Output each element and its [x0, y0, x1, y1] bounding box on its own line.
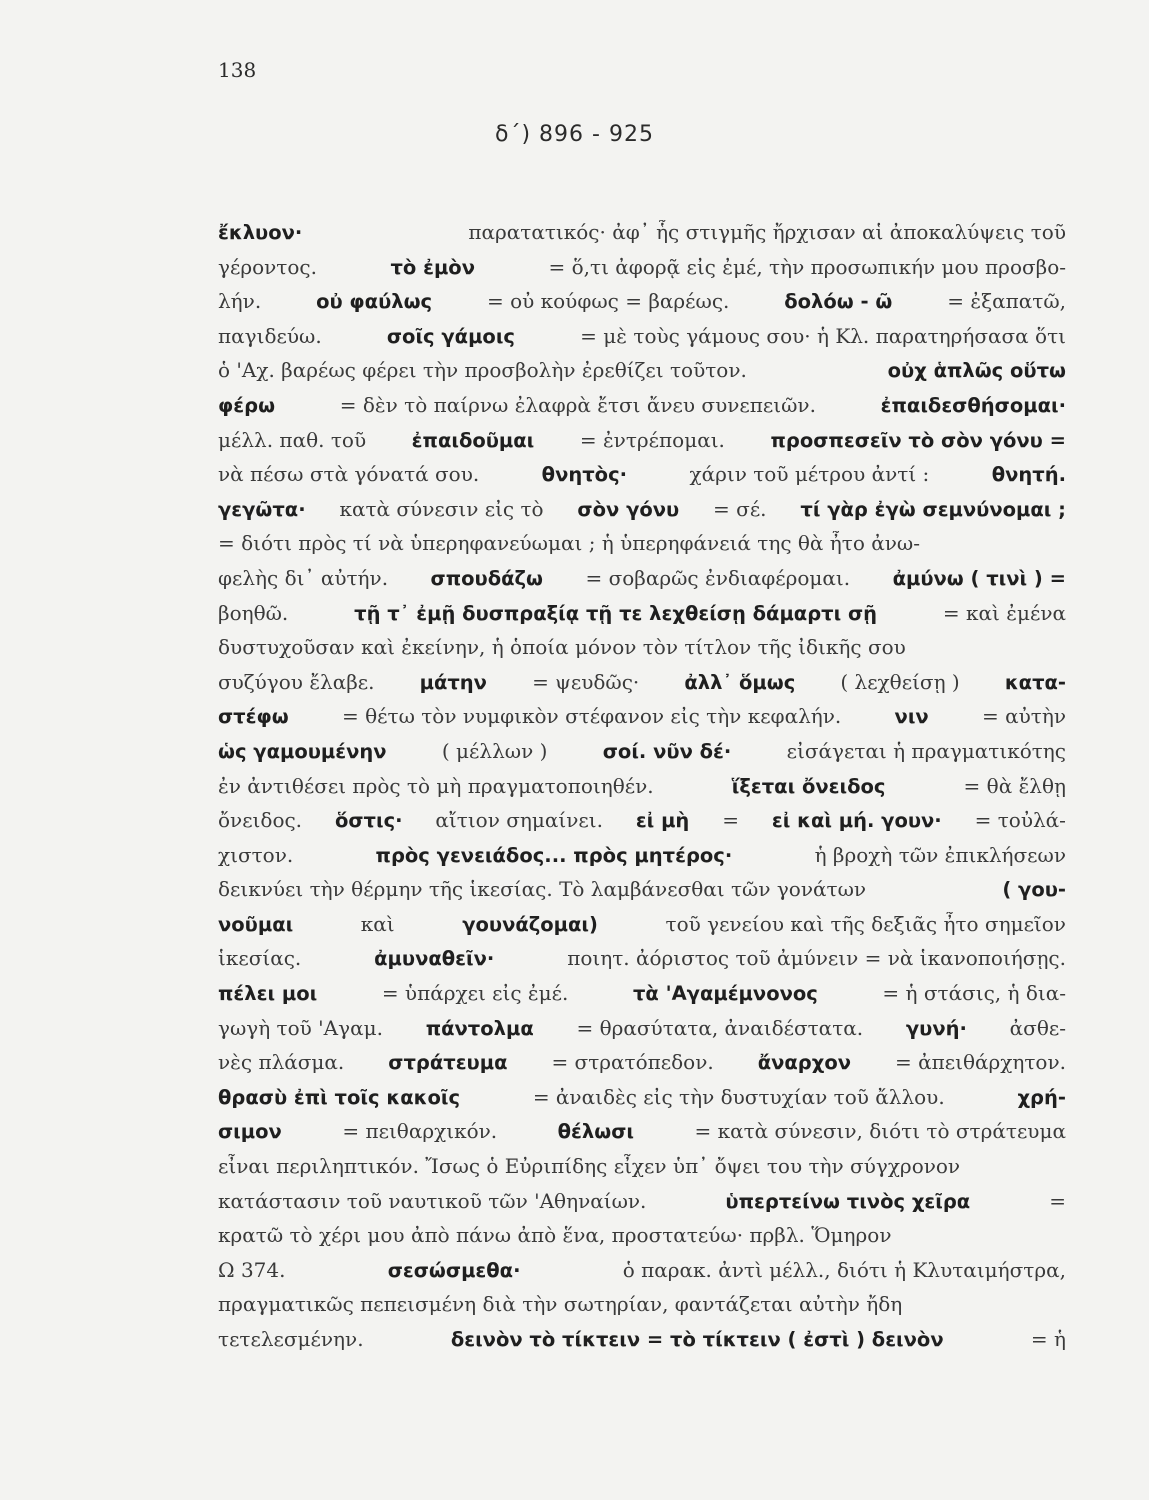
- gloss-text: φελὴς δι᾽ αὐτήν.: [218, 565, 389, 590]
- lemma-term: νοῦμαι: [218, 912, 294, 936]
- gloss-text: = ψευδῶς·: [532, 669, 640, 694]
- text-line: [218, 1189, 1066, 1224]
- lemma-term: θνητὸς·: [541, 463, 628, 487]
- text-line: [218, 566, 1066, 601]
- lemma-term: σοῖς γάμοις: [386, 324, 515, 348]
- gloss-text: πραγματικῶς πεπεισμένη διὰ τὴν σωτηρίαν, φαντάζεται αὐτὴν ἤδη: [218, 1292, 903, 1317]
- lemma-term: ὑπερτείνω τινὸς χεῖρα: [725, 1189, 971, 1213]
- lemma-term: θρασὺ ἐπὶ τοῖς κακοῖς: [218, 1085, 461, 1109]
- lemma-term: σιμον: [218, 1120, 282, 1144]
- lemma-term: πέλει μοι: [218, 982, 318, 1006]
- gloss-text: λήν.: [218, 289, 262, 314]
- lemma-term: σπουδάζω: [430, 566, 543, 590]
- text-line: [218, 1154, 1066, 1189]
- text-line: [218, 358, 1066, 393]
- lemma-term: κατα-: [1004, 670, 1066, 694]
- lemma-term: οὐ φαύλως: [316, 290, 433, 314]
- lemma-term: ὡς γαμουμένην: [218, 739, 387, 763]
- text-line: [218, 428, 1066, 463]
- lemma-term: θέλωσι: [557, 1120, 634, 1144]
- text-line: [218, 1223, 1066, 1258]
- gloss-text: παρατατικός· ἀφ᾽ ἧς στιγμῆς ἤρχισαν αἱ ἀποκαλύψεις τοῦ: [468, 220, 1066, 244]
- text-line: [218, 704, 1066, 739]
- gloss-text: = θέτω τὸν νυμφικὸν στέφανον εἰς τὴν κεφαλήν.: [341, 704, 842, 729]
- gloss-text: παγιδεύω.: [218, 323, 322, 348]
- gloss-text: Ω 374.: [218, 1257, 286, 1282]
- gloss-text: = ἐξαπατῶ,: [947, 289, 1066, 314]
- gloss-text: ὄνειδος.: [218, 808, 303, 833]
- text-line: [218, 255, 1066, 290]
- text-line: [218, 670, 1066, 705]
- page-number: 138: [218, 58, 257, 82]
- gloss-text: ὁ παρακ. ἀντὶ μέλλ., διότι ἡ Κλυταιμήστρα,: [622, 1257, 1066, 1282]
- gloss-text: καὶ: [360, 911, 395, 936]
- gloss-text: συζύγου ἔλαβε.: [218, 669, 375, 694]
- section-heading: δ΄) 896 - 925: [495, 122, 654, 147]
- lemma-term: νιν: [894, 705, 929, 729]
- text-line: [218, 1016, 1066, 1051]
- lemma-term: ἀμύνω ( τινὶ ) =: [892, 566, 1066, 590]
- text-line: [218, 324, 1066, 359]
- gloss-text: =: [722, 808, 739, 833]
- text-line: [218, 635, 1066, 670]
- text-line: [218, 877, 1066, 912]
- gloss-text: = θὰ ἔλθῃ: [963, 773, 1066, 798]
- text-line: [218, 981, 1066, 1016]
- gloss-text: ποιητ. ἀόριστος τοῦ ἀμύνειν = νὰ ἱκανοποιήσῃς.: [567, 946, 1066, 971]
- lemma-term: πρὸς γενειάδος... πρὸς μητέρος·: [375, 843, 733, 867]
- text-line: [218, 220, 1066, 255]
- lemma-term: ἐπαιδοῦμαι: [411, 428, 535, 452]
- lemma-term: σεσώσμεθα·: [387, 1258, 521, 1282]
- gloss-text: = κατὰ σύνεσιν, διότι τὸ στράτευμα: [694, 1119, 1066, 1144]
- lemma-term: φέρω: [218, 393, 276, 417]
- gloss-text: = μὲ τοὺς γάμους σου· ἡ Κλ. παρατηρήσασα ὅτι: [580, 323, 1066, 348]
- gloss-text: = οὐ κούφως = βαρέως.: [486, 289, 730, 314]
- text-line: [218, 774, 1066, 809]
- text-line: [218, 1050, 1066, 1085]
- text-line: [218, 601, 1066, 636]
- gloss-text: κατὰ σύνεσιν εἰς τὸ: [339, 496, 544, 521]
- text-line: [218, 1258, 1066, 1293]
- gloss-text: = σέ.: [713, 496, 767, 521]
- lemma-term: θνητή.: [991, 463, 1066, 487]
- lemma-term: ἐπαιδεσθήσομαι·: [880, 393, 1066, 417]
- lemma-term: δεινὸν τὸ τίκτειν = τὸ τίκτειν ( ἐστὶ ) δεινὸν: [450, 1328, 944, 1351]
- gloss-text: ἐν ἀντιθέσει πρὸς τὸ μὴ πραγματοποιηθέν.: [218, 773, 654, 798]
- lemma-term: ὅστις·: [334, 809, 403, 833]
- gloss-text: = ἀναιδὲς εἰς τὴν δυστυχίαν τοῦ ἄλλου.: [532, 1084, 945, 1109]
- gloss-text: χιστον.: [218, 842, 294, 867]
- gloss-text: = σοβαρῶς ἐνδιαφέρομαι.: [585, 565, 851, 590]
- commentary-text: [218, 220, 1066, 1362]
- gloss-text: ἱκεσίας.: [218, 946, 302, 971]
- gloss-text: = ἀπειθάρχητον.: [894, 1050, 1066, 1075]
- gloss-text: τοῦ γενείου καὶ τῆς δεξιᾶς ἦτο σημεῖον: [665, 911, 1066, 936]
- lemma-term: πάντολμα: [425, 1016, 534, 1040]
- gloss-text: ἡ βροχὴ τῶν ἐπικλήσεων: [814, 842, 1066, 867]
- gloss-text: = πειθαρχικόν.: [342, 1119, 498, 1144]
- lemma-term: οὐχ ἁπλῶς οὕτω: [887, 359, 1066, 383]
- lemma-term: χρή-: [1017, 1085, 1066, 1109]
- gloss-text: γωγὴ τοῦ 'Αγαμ.: [218, 1015, 383, 1040]
- lemma-term: στέφω: [218, 705, 289, 729]
- text-line: [218, 393, 1066, 428]
- lemma-term: τῇ τ᾽ ἐμῇ δυσπραξίᾳ τῇ τε λεχθείσῃ δάμαρτι σῇ: [354, 601, 878, 625]
- gloss-text: εἰσάγεται ἡ πραγματικότης: [786, 738, 1066, 763]
- lemma-term: γεγῶτα·: [218, 497, 306, 521]
- text-line: [218, 912, 1066, 947]
- text-line: [218, 843, 1066, 878]
- text-line: [218, 946, 1066, 981]
- gloss-text: = ὅ,τι ἀφορᾷ εἰς ἐμέ, τὴν προσωπικήν μου προσβο-: [548, 254, 1066, 279]
- gloss-text: κατάστασιν τοῦ ναυτικοῦ τῶν 'Αθηναίων.: [218, 1188, 647, 1213]
- lemma-term: σοί. νῦν δέ·: [602, 739, 732, 763]
- gloss-text: ὁ 'Αχ. βαρέως φέρει τὴν προσβολὴν ἐρεθίζει τοῦτον.: [218, 358, 747, 383]
- text-line: [218, 808, 1066, 843]
- gloss-text: χάριν τοῦ μέτρου ἀντί :: [689, 462, 930, 487]
- lemma-term: σὸν γόνυ: [577, 497, 680, 521]
- lemma-term: ἔκλυον·: [218, 221, 303, 244]
- gloss-text: =: [1049, 1188, 1066, 1213]
- gloss-text: = ἡ: [1030, 1327, 1066, 1351]
- gloss-text: ( μέλλων ): [441, 738, 548, 763]
- gloss-text: εἶναι περιληπτικόν. Ἴσως ὁ Εὐριπίδης εἶχεν ὑπ᾽ ὄψει του τὴν σύγχρονον: [218, 1154, 961, 1179]
- text-line: [218, 739, 1066, 774]
- gloss-text: αἴτιον σημαίνει.: [435, 808, 603, 833]
- text-line: [218, 462, 1066, 497]
- gloss-text: = αὐτὴν: [982, 704, 1066, 729]
- gloss-text: νὲς πλάσμα.: [218, 1050, 345, 1075]
- gloss-text: = ὑπάρχει εἰς ἐμέ.: [381, 981, 569, 1006]
- lemma-term: μάτην: [419, 670, 487, 694]
- gloss-text: γέροντος.: [218, 254, 317, 279]
- gloss-text: ( λεχθείσῃ ): [840, 669, 960, 694]
- gloss-text: = διότι πρὸς τί νὰ ὑπερηφανεύωμαι ; ἡ ὑπερηφάνειά της θὰ ἦτο ἀνω-: [218, 531, 920, 556]
- gloss-text: δυστυχοῦσαν καὶ ἐκείνην, ἡ ὁποία μόνον τὸν τίτλον τῆς ἰδικῆς σου: [218, 635, 906, 660]
- lemma-term: στράτευμα: [388, 1051, 508, 1075]
- text-line: [218, 1119, 1066, 1154]
- gloss-text: = καὶ ἐμένα: [942, 600, 1066, 625]
- lemma-term: ἵξεται ὄνειδος: [731, 774, 886, 798]
- lemma-term: δολόω - ῶ: [784, 290, 893, 314]
- gloss-text: = ἡ στάσις, ἡ δια-: [882, 981, 1066, 1006]
- gloss-text: = δὲν τὸ παίρνω ἐλαφρὰ ἔτσι ἄνευ συνεπειῶν.: [339, 392, 816, 417]
- gloss-text: = στρατόπεδον.: [551, 1050, 714, 1075]
- lemma-term: ἄναρχον: [757, 1051, 852, 1075]
- text-line: [218, 1085, 1066, 1120]
- lemma-term: προσπεσεῖν τὸ σὸν γόνυ =: [770, 428, 1066, 452]
- gloss-text: = τοὐλά-: [974, 808, 1066, 833]
- text-line: [218, 1327, 1066, 1362]
- lemma-term: τὸ ἐμὸν: [390, 255, 475, 279]
- lemma-term: ( γου-: [1002, 878, 1066, 902]
- lemma-term: γουνάζομαι): [462, 912, 598, 936]
- lemma-term: εἰ καὶ μή. γουν·: [771, 809, 942, 833]
- lemma-term: ἀμυναθεῖν·: [374, 947, 495, 971]
- gloss-text: ἀσθε-: [1009, 1015, 1066, 1040]
- text-line: [218, 497, 1066, 532]
- text-line: [218, 289, 1066, 324]
- gloss-text: βοηθῶ.: [218, 600, 289, 625]
- lemma-term: τί γὰρ ἐγὼ σεμνύνομαι ;: [800, 497, 1066, 521]
- gloss-text: = ἐντρέπομαι.: [579, 427, 725, 452]
- lemma-term: εἰ μὴ: [635, 809, 690, 833]
- lemma-term: ἀλλ᾽ ὅμως: [684, 670, 796, 694]
- text-line: [218, 531, 1066, 566]
- lemma-term: γυνή·: [905, 1016, 967, 1040]
- gloss-text: κρατῶ τὸ χέρι μου ἀπὸ πάνω ἀπὸ ἕνα, προστατεύω· πρβλ. Ὅμηρον: [218, 1223, 892, 1248]
- lemma-term: τὰ 'Αγαμέμνονος: [632, 982, 818, 1006]
- gloss-text: = θρασύτατα, ἀναιδέστατα.: [576, 1015, 864, 1040]
- text-line: [218, 1292, 1066, 1327]
- gloss-text: νὰ πέσω στὰ γόνατά σου.: [218, 462, 480, 487]
- gloss-text: μέλλ. παθ. τοῦ: [218, 427, 367, 452]
- gloss-text: τετελεσμένην.: [218, 1327, 364, 1351]
- gloss-text: δεικνύει τὴν θέρμην τῆς ἱκεσίας. Τὸ λαμβάνεσθαι τῶν γονάτων: [218, 877, 867, 902]
